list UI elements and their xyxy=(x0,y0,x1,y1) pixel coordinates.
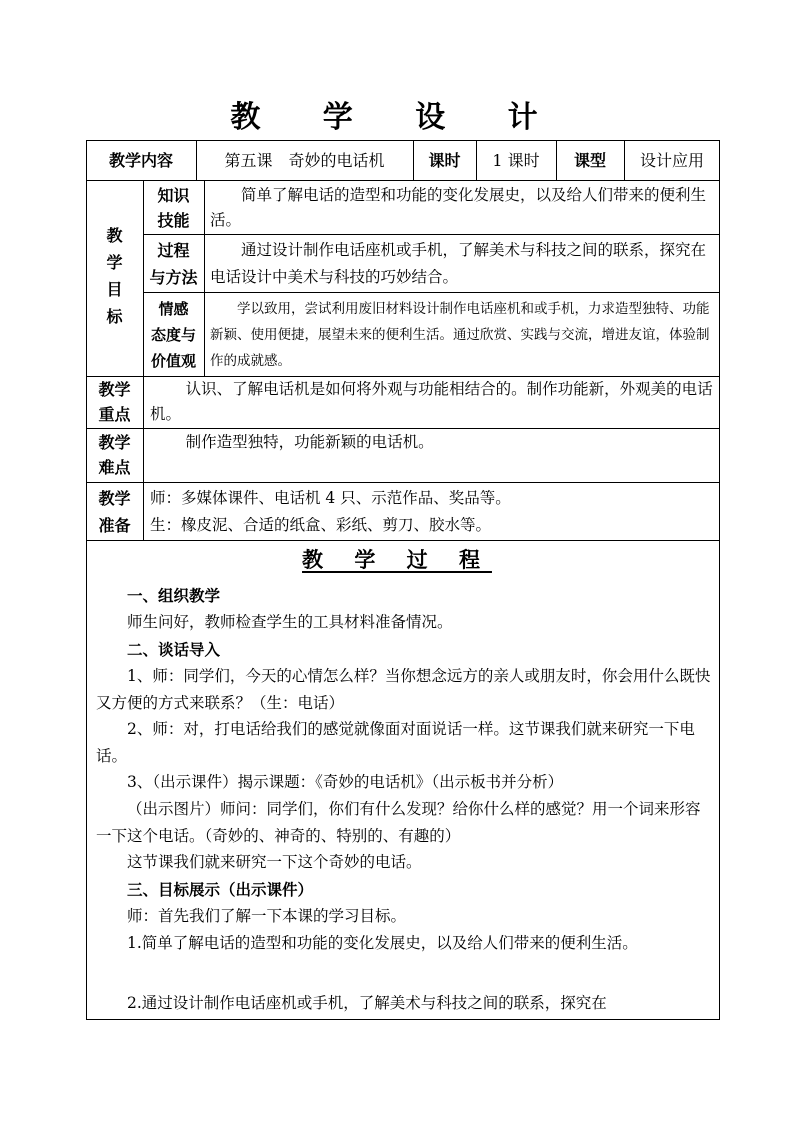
label-line: 重点 xyxy=(98,405,131,424)
col-divider xyxy=(204,180,205,376)
hours-label: 课时 xyxy=(428,150,461,170)
col-divider xyxy=(143,376,144,540)
page-title: 教 学 设 计 xyxy=(230,100,564,135)
type-value: 设计应用 xyxy=(639,150,704,170)
label-line: 知识 xyxy=(157,186,190,205)
row-divider xyxy=(86,540,720,541)
process-paragraph: 2.通过设计制作电话座机或手机，了解美术与科技之间的联系，探究在 xyxy=(127,994,607,1012)
goal-attitude-label xyxy=(143,296,204,374)
label-line: 技能 xyxy=(157,211,190,230)
preparation-text xyxy=(150,485,716,539)
goals-label-char: 标 xyxy=(106,307,123,326)
label-line: 难点 xyxy=(98,458,131,477)
goal-knowledge-label xyxy=(143,183,204,233)
preparation-teacher: 师：多媒体课件、电话机 4 只、示范作品、奖品等。 xyxy=(150,489,511,507)
label-line: 与方法 xyxy=(149,268,198,287)
process-section-heading: 三、目标展示（出示课件） xyxy=(127,880,314,899)
process-heading xyxy=(0,546,794,574)
goals-label-char: 学 xyxy=(106,253,123,272)
key-point-label xyxy=(86,377,143,427)
row-divider xyxy=(86,428,720,429)
process-paragraph: 1.简单了解电话的造型和功能的变化发展史，以及给人们带来的便利生活。 xyxy=(127,934,638,952)
label-line: 教学 xyxy=(98,380,131,399)
row-divider xyxy=(86,180,720,181)
process-paragraph: 2、师：对，打电话给我们的感觉就像面对面说话一样。这节课我们就来研究一下电话。 xyxy=(96,720,695,765)
row-divider xyxy=(143,234,720,235)
goals-label-char: 目 xyxy=(106,280,123,299)
goal-attitude-text: 学以致用，尝试利用废旧材料设计制作电话座机和或手机，力求造型独特、功能新颖、使用便捷，展望未来的便利生活。通过欣赏、实践与交流，增进友谊，体验制作的成就感。 xyxy=(210,301,710,369)
goals-label-char: 教 xyxy=(106,226,123,245)
goal-process-label xyxy=(143,237,204,291)
content-value: 第五课 奇妙的电话机 xyxy=(224,150,385,170)
row-divider xyxy=(86,482,720,483)
process-paragraph: 师生问好，教师检查学生的工具材料准备情况。 xyxy=(127,613,453,631)
label-line: 价值观 xyxy=(150,352,196,370)
label-line: 情感 xyxy=(158,300,189,318)
goal-process-text: 通过设计制作电话座机或手机，了解美术与科技之间的联系，探究在电话设计中美术与科技的巧妙结合。 xyxy=(210,241,707,286)
process-paragraph: （出示图片）师问：同学们，你们有什么发现？给你什么样的感觉？用一个词来形容一下这个电话。（奇妙的、神奇的、特别的、有趣的） xyxy=(96,800,701,845)
key-point-text: 认识、了解电话机是如何将外观与功能相结合的。制作功能新，外观美的电话机。 xyxy=(150,380,713,423)
label-line: 过程 xyxy=(157,241,190,260)
process-paragraph: 这节课我们就来研究一下这个奇妙的电话。 xyxy=(127,853,422,871)
label-line: 态度与 xyxy=(150,326,196,344)
content-label: 教学内容 xyxy=(108,150,173,170)
process-paragraph: 1、师：同学们，今天的心情怎么样？当你想念远方的亲人或朋友时，你会用什么既快又方便的方式来联系？（生：电话） xyxy=(96,667,711,712)
difficulty-label xyxy=(86,430,143,480)
label-line: 准备 xyxy=(98,516,131,535)
process-heading-text: 教 学 过 程 xyxy=(302,547,492,572)
label-line: 教学 xyxy=(98,489,131,508)
goals-label xyxy=(86,222,143,330)
process-paragraph: 师：首先我们了解一下本课的学习目标。 xyxy=(127,907,407,925)
process-section-heading: 一、组织教学 xyxy=(127,586,221,605)
process-section-heading: 二、谈话导入 xyxy=(127,640,221,659)
label-line: 教学 xyxy=(98,433,131,452)
row-divider xyxy=(143,292,720,293)
preparation-label xyxy=(86,485,143,539)
goal-knowledge-text: 简单了解电话的造型和功能的变化发展史，以及给人们带来的便利生活。 xyxy=(210,186,707,229)
difficulty-text: 制作造型独特，功能新颖的电话机。 xyxy=(185,433,434,451)
process-paragraph: 3、（出示课件）揭示课题：《奇妙的电话机》（出示板书并分析） xyxy=(127,773,564,791)
hours-value: 1 课时 xyxy=(492,150,540,170)
type-label: 课型 xyxy=(573,150,606,170)
preparation-student: 生：橡皮泥、合适的纸盒、彩纸、剪刀、胶水等。 xyxy=(150,516,492,534)
